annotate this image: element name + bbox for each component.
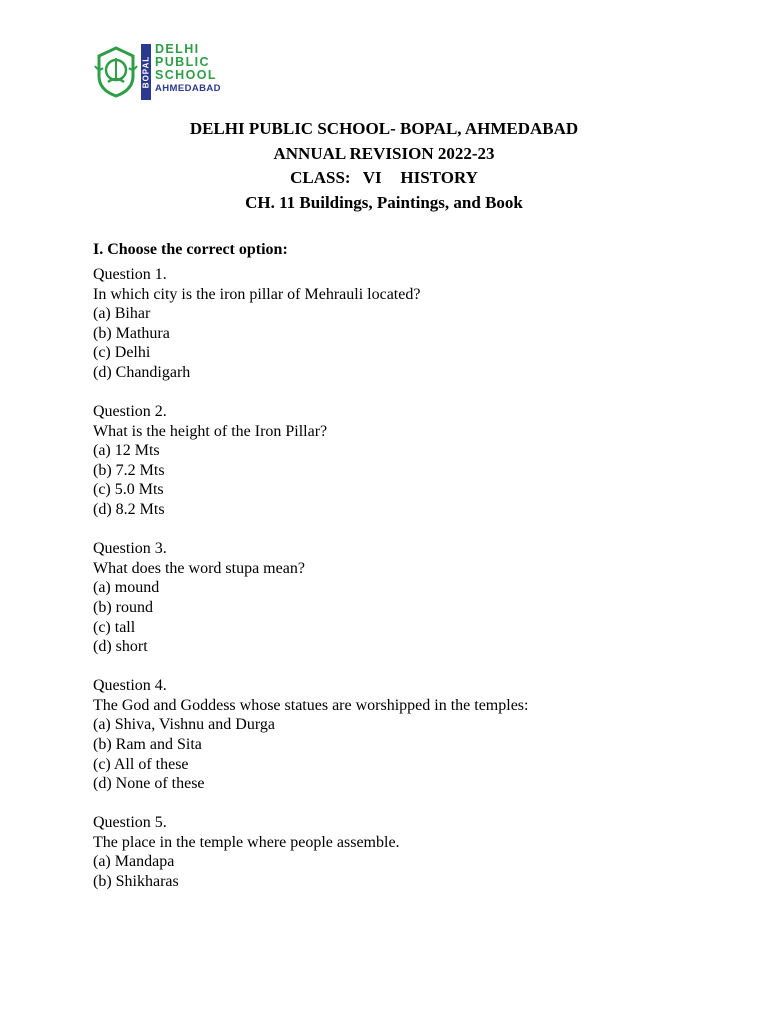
logo-wordmark xyxy=(155,43,221,95)
option-b: (b) Mathura xyxy=(93,324,170,342)
option-d: (d) 8.2 Mts xyxy=(93,501,165,519)
school-name: DELHI PUBLIC SCHOOL- BOPAL, AHMEDABAD xyxy=(189,119,579,138)
logo-line-4: AHMEDABAD xyxy=(155,83,221,94)
option-c: (c) 5.0 Mts xyxy=(93,481,164,499)
option-a: (a) Bihar xyxy=(93,305,151,323)
logo-line-3: SCHOOL xyxy=(155,68,217,82)
class-subject: CLASS: VI HISTORY xyxy=(290,168,478,187)
option-b: (b) Ram and Sita xyxy=(93,735,202,753)
document-header xyxy=(0,117,768,215)
question-list xyxy=(93,238,733,911)
chapter-title: CH. 11 Buildings, Paintings, and Book xyxy=(245,192,523,212)
question-text: In which city is the iron pillar of Mehrauli located? xyxy=(93,285,421,303)
question-item xyxy=(93,676,733,794)
option-a: (a) Mandapa xyxy=(93,853,175,871)
exam-title: ANNUAL REVISION 2022-23 xyxy=(273,143,495,163)
option-c: (c) All of these xyxy=(93,755,189,773)
option-a: (a) Shiva, Vishnu and Durga xyxy=(93,716,275,734)
question-text: The God and Goddess whose statues are worshipped in the temples: xyxy=(93,696,529,714)
logo-side-text: BOPAL xyxy=(141,55,151,89)
question-label: Question 5. xyxy=(93,814,167,832)
question-text: What does the word stupa mean? xyxy=(93,559,305,577)
question-label: Question 2. xyxy=(93,403,167,421)
option-c: (c) Delhi xyxy=(93,344,151,362)
question-text: What is the height of the Iron Pillar? xyxy=(93,422,328,440)
school-logo xyxy=(93,42,223,104)
option-d: (d) None of these xyxy=(93,775,205,793)
question-item xyxy=(93,265,733,383)
question-label: Question 3. xyxy=(93,540,167,558)
question-label: Question 1. xyxy=(93,266,167,283)
option-c: (c) tall xyxy=(93,618,136,636)
question-text: The place in the temple where people assemble. xyxy=(93,833,400,851)
question-item xyxy=(93,402,733,520)
option-b: (b) Shikharas xyxy=(93,873,179,891)
logo-line-1: DELHI xyxy=(155,42,200,56)
logo-side-bar xyxy=(141,44,151,100)
option-d: (d) Chandigarh xyxy=(93,363,191,381)
option-d: (d) short xyxy=(93,638,148,656)
question-label: Question 4. xyxy=(93,677,167,695)
question-item xyxy=(93,539,733,657)
school-emblem-icon xyxy=(93,46,139,98)
question-item xyxy=(93,813,733,891)
option-a: (a) mound xyxy=(93,579,160,597)
option-b: (b) 7.2 Mts xyxy=(93,461,165,479)
option-a: (a) 12 Mts xyxy=(93,442,160,460)
section-heading: I. Choose the correct option: xyxy=(93,241,288,258)
option-b: (b) round xyxy=(93,598,153,616)
logo-line-2: PUBLIC xyxy=(155,55,210,69)
